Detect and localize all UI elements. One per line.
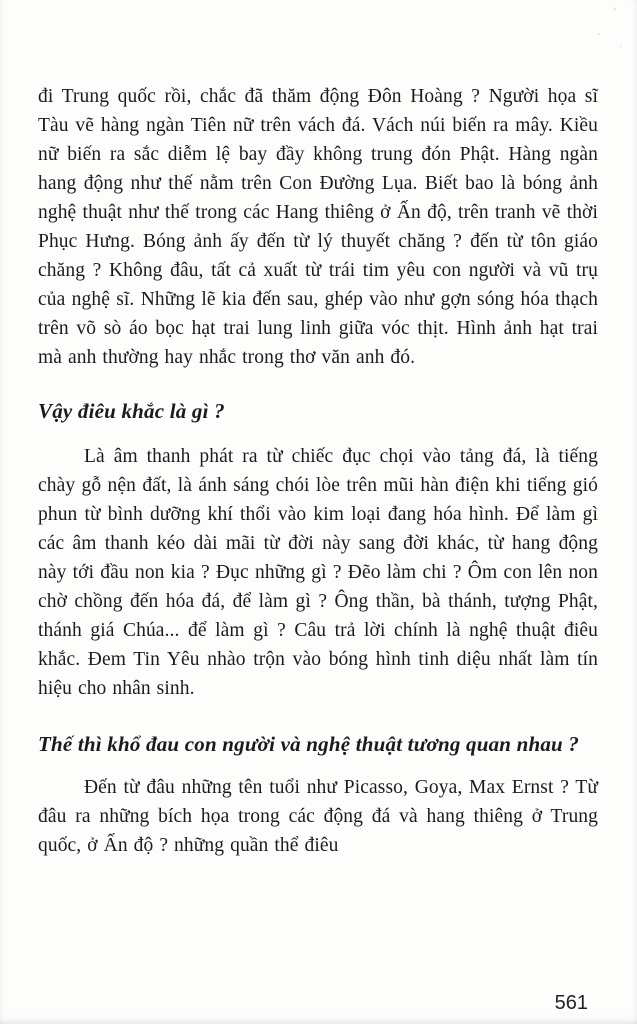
scan-noise-artifact xyxy=(587,4,627,54)
paragraph-sculpture-answer: Là âm thanh phát ra từ chiếc đục chọi vào tảng đá, là tiếng chày gỗ nện đất, là ánh sáng chói lòe trên mũi hàn điện khi tiếng gió phun từ bình dưỡng khí thổi vào kim loại đang hóa hình. Để làm gì các âm thanh kéo dài mãi từ đời này sang đời khác, từ hang động này tới đầu non kia ? Đục những gì ? Đẽo làm chi ? Ôm con lên non chờ chồng đến hóa đá, để làm gì ? Ông thần, bà thánh, tượng Phật, thánh giá Chúa... để làm gì ? Câu trả lời chính là nghệ thuật điêu khắc. Đem Tin Yêu nhào trộn vào bóng hình tinh diệu nhất làm tín hiệu cho nhân sinh. xyxy=(38,446,598,699)
paragraph-artists: Đến từ đâu những tên tuổi như Picasso, Goya, Max Ernst ? Từ đâu ra những bích họa trong các động đá và hang thiêng ở Trung quốc, ở Ấn độ ? những quần thể điêu xyxy=(38,777,598,856)
section-heading-suffering-art: Thế thì khổ đau con người và nghệ thuật tương quan nhau ? xyxy=(38,732,580,756)
text-block xyxy=(38,82,598,860)
paragraph-continued: đi Trung quốc rồi, chắc đã thăm động Đôn Hoàng ? Người họa sĩ Tàu vẽ hàng ngàn Tiên nữ trên vách đá. Vách núi biến ra mây. Kiều nữ biến ra sắc diễm lệ bay đầy không trung đón Phật. Hàng ngàn hang động như thế nằm trên Con Đường Lụa. Biết bao là bóng ảnh nghệ thuật như thế trong các Hang thiêng ở Ấn độ, trên tranh vẽ thời Phục Hưng. Bóng ảnh ấy đến từ lý thuyết chăng ? đến từ tôn giáo chăng ? Không đâu, tất cả xuất từ trái tim yêu con người và vũ trụ của nghệ sĩ. Những lẽ kia đến sau, ghép vào như gợn sóng hóa thạch trên võ sò áo bọc hạt trai lung linh giữa vóc thịt. Hình ảnh hạt trai mà anh thường hay nhắc trong thơ văn anh đó. xyxy=(38,86,598,368)
section-heading-sculpture: Vậy điêu khắc là gì ? xyxy=(38,399,225,423)
page-number: 561 xyxy=(554,992,588,1014)
